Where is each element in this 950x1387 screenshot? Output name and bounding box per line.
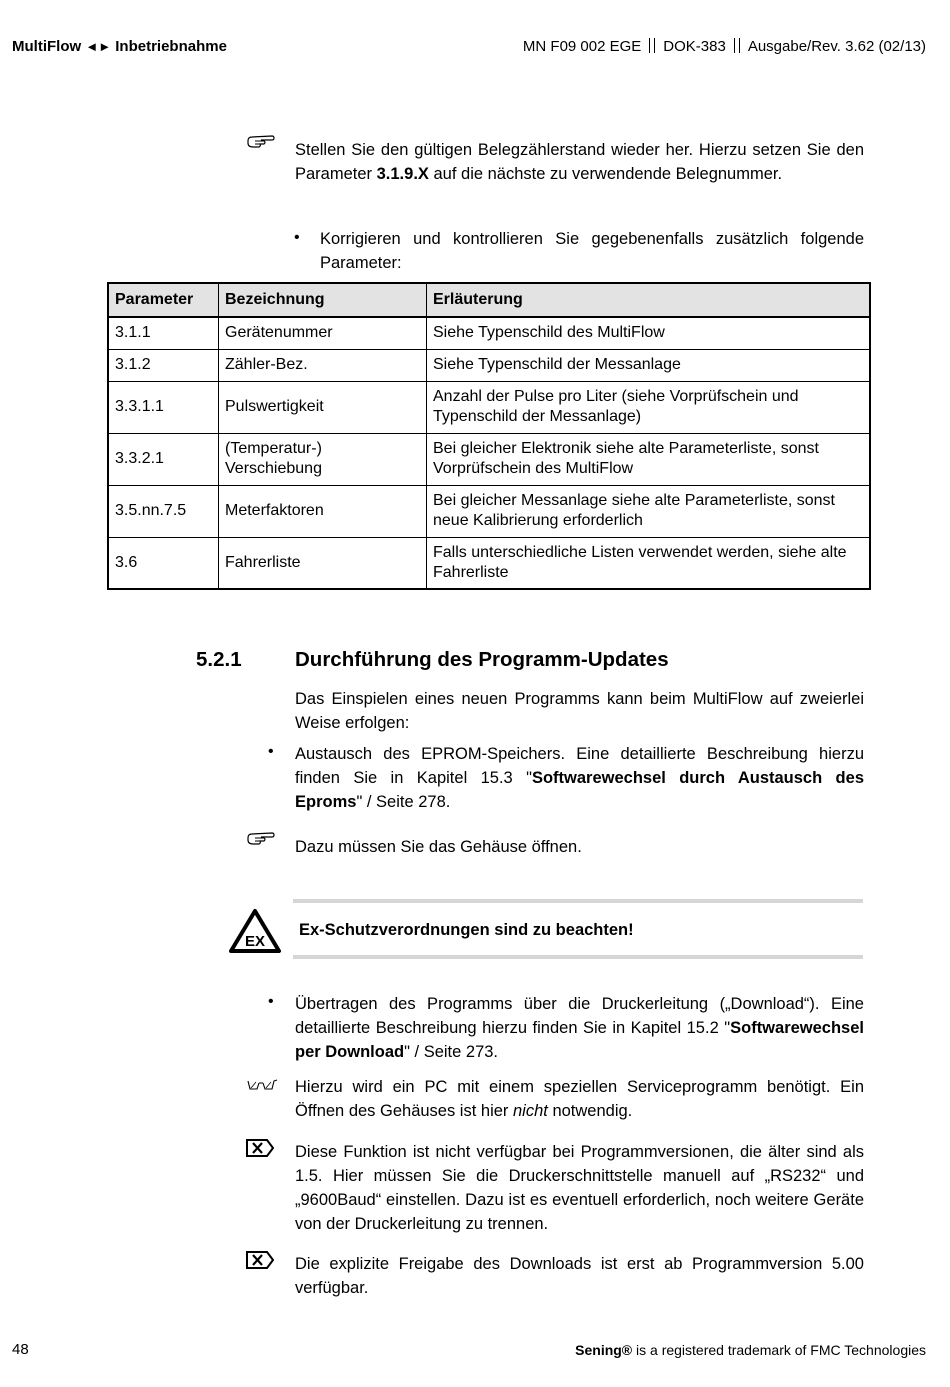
parameter-table [107, 282, 871, 590]
column-header-parameter: Parameter [108, 283, 219, 317]
note-emphasis: nicht [513, 1102, 548, 1120]
section-intro: Das Einspielen eines neuen Programms kann beim MultiFlow auf zweierlei Weise erfolgen: [295, 690, 864, 732]
bullet-dot: • [268, 743, 274, 760]
column-header-erlaeuterung: Erläuterung [427, 283, 871, 317]
x-box-icon [246, 1251, 274, 1269]
bullet-eprom-text [295, 742, 864, 814]
cell-desc: Anzahl der Pulse pro Liter (siehe Vorprüfschein und Typenschild der Messanlage) [427, 381, 871, 433]
chapter-ref: Softwarewechsel durch Austausch des Eproms [295, 769, 864, 811]
table-row [108, 349, 870, 381]
cell-param: 3.6 [108, 537, 219, 589]
header-doc-number: MN F09 002 EGE [522, 38, 642, 55]
cell-desc: Bei gleicher Elektronik siehe alte Parameterliste, sonst Vorprüfschein des MultiFlow [427, 433, 871, 485]
note-text: Hierzu wird ein PC mit einem speziellen Serviceprogramm benötigt. Ein Öffnen des Gehäuses ist hier [295, 1078, 864, 1120]
bullet-text: " / Seite 273. [404, 1043, 499, 1061]
cell-name: (Temperatur-) Verschiebung [219, 433, 427, 485]
page-number: 48 [12, 1341, 29, 1358]
bullet-intro-text: Korrigieren und kontrollieren Sie gegebenenfalls zusätzlich folgende Parameter: [320, 230, 864, 272]
cell-param: 3.3.1.1 [108, 381, 219, 433]
ex-warning-icon [228, 908, 282, 954]
cell-name: Pulswertigkeit [219, 381, 427, 433]
note-version-limit: Diese Funktion ist nicht verfügbar bei Programmversionen, die älter sind als 1.5. Hier müssen Sie die Druckerschnittstelle manuell auf „RS232“ und „9600Baud“ einstellen. Dazu ist es eventuell erforderlich, noch weitere Geräte von der Druckerleitung zu trennen. [295, 1143, 864, 1233]
bullet-text: Übertragen des Programms über die Druckerleitung („Download“). Eine detaillierte Beschreibung hierzu finden Sie in Kapitel 15.2 " [295, 995, 864, 1037]
header-doc-info [523, 38, 926, 55]
cell-desc: Siehe Typenschild des MultiFlow [427, 317, 871, 349]
x-box-icon [246, 1139, 274, 1157]
chapter-ref: Softwarewechsel per Download [295, 1019, 864, 1061]
header-revision: Ausgabe/Rev. 3.62 (02/13) [747, 38, 926, 55]
note-restore-counter [295, 138, 864, 186]
note-text: Stellen Sie den gültigen Belegzählerstand wieder her. Hierzu setzen Sie den Parameter [295, 141, 864, 183]
glasses-icon [246, 1077, 278, 1093]
parameter-ref: 3.1.9.X [376, 165, 429, 183]
header-arrows: ◄► [85, 39, 112, 54]
pointing-hand-icon [246, 131, 276, 151]
table-header-row [108, 283, 870, 317]
cell-param: 3.1.2 [108, 349, 219, 381]
cell-name: Gerätenummer [219, 317, 427, 349]
note-text: auf die nächste zu verwendende Belegnummer. [428, 165, 783, 183]
header-doc-code: DOK-383 [663, 38, 726, 55]
table-row [108, 485, 870, 537]
table-row [108, 381, 870, 433]
bullet-dot: • [268, 993, 274, 1010]
section-title: Durchführung des Programm-Updates [295, 648, 669, 671]
header-chapter: Inbetriebnahme [115, 38, 227, 55]
pointing-hand-icon [246, 828, 276, 848]
footer-brand: Sening® [575, 1342, 633, 1358]
section-number: 5.2.1 [196, 648, 242, 671]
note-download-release: Die explizite Freigabe des Downloads ist erst ab Programmversion 5.00 verfügbar. [295, 1255, 864, 1297]
bullet-text: " / Seite 278. [356, 793, 451, 811]
note-open-housing: Dazu müssen Sie das Gehäuse öffnen. [295, 838, 582, 856]
cell-name: Meterfaktoren [219, 485, 427, 537]
footer-trademark [575, 1342, 926, 1358]
cell-desc: Falls unterschiedliche Listen verwendet werden, siehe alte Fahrerliste [427, 537, 871, 589]
cell-name: Fahrerliste [219, 537, 427, 589]
cell-param: 3.5.nn.7.5 [108, 485, 219, 537]
cell-param: 3.3.2.1 [108, 433, 219, 485]
table-row [108, 537, 870, 589]
cell-desc: Siehe Typenschild der Messanlage [427, 349, 871, 381]
note-text: notwendig. [547, 1102, 633, 1120]
header-separator [734, 38, 740, 53]
table-row [108, 433, 870, 485]
cell-name: Zähler-Bez. [219, 349, 427, 381]
cell-param: 3.1.1 [108, 317, 219, 349]
note-pc-required [295, 1075, 864, 1123]
column-header-bezeichnung: Bezeichnung [219, 283, 427, 317]
header-product: MultiFlow [12, 38, 82, 55]
warning-box [293, 899, 863, 959]
header-title [12, 38, 227, 55]
header-separator [649, 38, 655, 53]
footer-trademark-text: is a registered trademark of FMC Technologies [632, 1342, 926, 1358]
ex-icon-label: EX [244, 933, 266, 950]
warning-text: Ex-Schutzverordnungen sind zu beachten! [299, 921, 634, 939]
bullet-dot: • [294, 229, 300, 246]
cell-desc: Bei gleicher Messanlage siehe alte Parameterliste, sonst neue Kalibrierung erforderlich [427, 485, 871, 537]
table-row [108, 317, 870, 349]
bullet-download-text [295, 992, 864, 1064]
bullet-text: Austausch des EPROM-Speichers. Eine detaillierte Beschreibung hierzu finden Sie in Kapitel 15.3 " [295, 745, 864, 787]
